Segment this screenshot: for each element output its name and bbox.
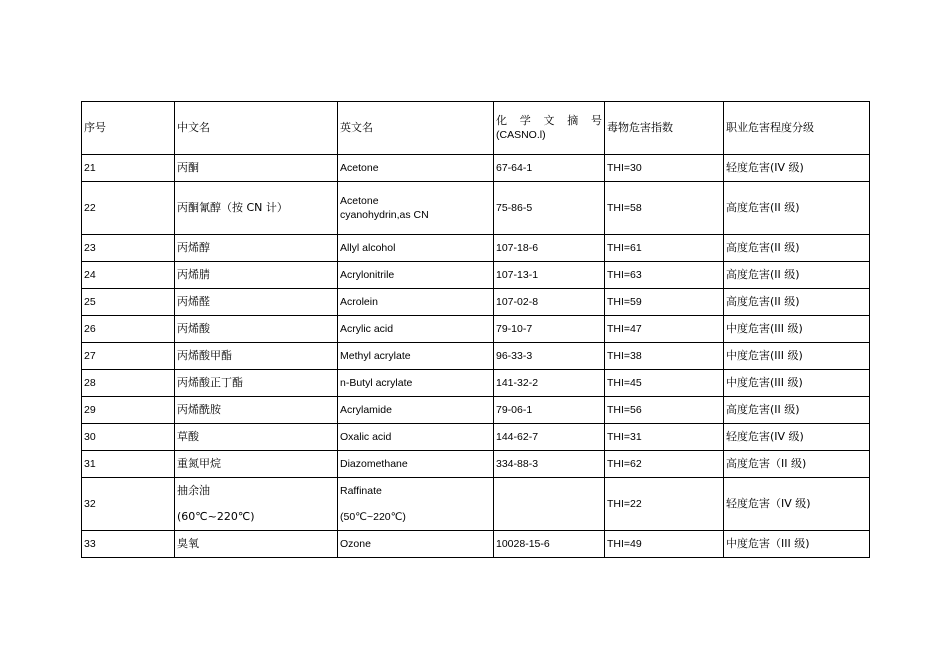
table-row — [82, 343, 870, 370]
cell-no: 32 — [82, 478, 175, 531]
table-row — [82, 155, 870, 182]
cell-en-name: Ozone — [338, 531, 494, 558]
cell-thi: THI=30 — [605, 155, 724, 182]
header-en-name: 英文名 — [338, 102, 494, 155]
cell-cas: 75-86-5 — [494, 182, 605, 235]
cell-cn-name: 丙酮 — [175, 155, 338, 182]
cell-thi: THI=62 — [605, 451, 724, 478]
cell-en-name: Diazomethane — [338, 451, 494, 478]
cell-en-name: Acetone — [338, 155, 494, 182]
cell-cas: 96-33-3 — [494, 343, 605, 370]
cell-level: 中度危害（III 级) — [724, 531, 870, 558]
cell-cn-name: 丙烯醇 — [175, 235, 338, 262]
table-header-row — [82, 102, 870, 155]
cell-thi: THI=56 — [605, 397, 724, 424]
cell-cas — [494, 478, 605, 531]
cell-thi: THI=38 — [605, 343, 724, 370]
toxicity-table — [81, 101, 870, 558]
cell-level: 高度危害(II 级) — [724, 182, 870, 235]
cell-cn-name: 丙烯酸 — [175, 316, 338, 343]
cell-level: 轻度危害(IV 级) — [724, 424, 870, 451]
table-row — [82, 262, 870, 289]
cell-cas: 144-62-7 — [494, 424, 605, 451]
header-cas-char: 号 — [591, 114, 602, 127]
cell-no: 30 — [82, 424, 175, 451]
cell-en-name-line1: Acetone — [340, 195, 379, 207]
cell-cas: 79-06-1 — [494, 397, 605, 424]
cell-thi: THI=59 — [605, 289, 724, 316]
cell-cas: 67-64-1 — [494, 155, 605, 182]
cell-cn-name: 重氮甲烷 — [175, 451, 338, 478]
cell-no: 31 — [82, 451, 175, 478]
cell-thi: THI=63 — [605, 262, 724, 289]
cell-thi: THI=47 — [605, 316, 724, 343]
cell-no: 26 — [82, 316, 175, 343]
cell-en-name: Acrolein — [338, 289, 494, 316]
cell-no: 33 — [82, 531, 175, 558]
cell-en-name-line1: Raffinate — [340, 485, 382, 497]
cell-cn-name: 臭氧 — [175, 531, 338, 558]
table-row — [82, 397, 870, 424]
cell-no: 24 — [82, 262, 175, 289]
cell-cn-name-line2: (60℃~220℃) — [177, 510, 255, 523]
table-row — [82, 451, 870, 478]
header-thi: 毒物危害指数 — [605, 102, 724, 155]
cell-level: 高度危害(II 级) — [724, 262, 870, 289]
cell-cas: 79-10-7 — [494, 316, 605, 343]
cell-thi: THI=58 — [605, 182, 724, 235]
cell-level: 高度危害(II 级) — [724, 397, 870, 424]
cell-cn-name: 丙酮氰醇（按 CN 计） — [175, 182, 338, 235]
cell-cn-name: 草酸 — [175, 424, 338, 451]
table-row — [82, 316, 870, 343]
cell-level: 高度危害(II 级) — [724, 289, 870, 316]
cell-cn-name-line1: 抽余油 — [177, 484, 210, 497]
cell-level: 中度危害(III 级) — [724, 370, 870, 397]
cell-en-name-line2: cyanohydrin,as CN — [340, 209, 429, 221]
table-row — [82, 531, 870, 558]
cell-en-name: Allyl alcohol — [338, 235, 494, 262]
cell-no: 22 — [82, 182, 175, 235]
cell-no: 23 — [82, 235, 175, 262]
cell-level: 高度危害（II 级) — [724, 451, 870, 478]
cell-cas: 334-88-3 — [494, 451, 605, 478]
cell-thi: THI=61 — [605, 235, 724, 262]
cell-cas: 107-13-1 — [494, 262, 605, 289]
table-row — [82, 478, 870, 531]
cell-cas: 141-32-2 — [494, 370, 605, 397]
cell-no: 29 — [82, 397, 175, 424]
cell-cn-name: 丙烯酸甲酯 — [175, 343, 338, 370]
header-level: 职业危害程度分级 — [724, 102, 870, 155]
cell-en-name: Acrylonitrile — [338, 262, 494, 289]
header-no: 序号 — [82, 102, 175, 155]
cell-no: 21 — [82, 155, 175, 182]
cell-level: 高度危害(II 级) — [724, 235, 870, 262]
cell-thi: THI=31 — [605, 424, 724, 451]
header-cas-char: 摘 — [567, 114, 579, 127]
cell-level: 轻度危害(IV 级) — [724, 155, 870, 182]
table-row — [82, 424, 870, 451]
header-cas-char: 文 — [543, 114, 555, 127]
cell-cn-name: 丙烯腈 — [175, 262, 338, 289]
table-row — [82, 289, 870, 316]
cell-en-name-line2: (50℃~220℃) — [340, 511, 406, 523]
header-cas-suffix: (CASNO.l) — [496, 129, 546, 141]
header-cas-char: 学 — [519, 114, 531, 127]
cell-cn-name: 丙烯酸正丁酯 — [175, 370, 338, 397]
cell-cas: 107-02-8 — [494, 289, 605, 316]
table-row — [82, 235, 870, 262]
header-cas-char: 化 — [496, 114, 507, 127]
cell-thi: THI=49 — [605, 531, 724, 558]
cell-level: 轻度危害（IV 级) — [724, 478, 870, 531]
cell-no: 25 — [82, 289, 175, 316]
header-cn-name: 中文名 — [175, 102, 338, 155]
cell-cn-name: 丙烯醛 — [175, 289, 338, 316]
cell-en-name — [338, 478, 494, 531]
cell-level: 中度危害(III 级) — [724, 343, 870, 370]
cell-en-name: Acrylic acid — [338, 316, 494, 343]
cell-cn-name — [175, 478, 338, 531]
cell-cn-name: 丙烯酰胺 — [175, 397, 338, 424]
cell-thi: THI=22 — [605, 478, 724, 531]
cell-no: 27 — [82, 343, 175, 370]
cell-thi: THI=45 — [605, 370, 724, 397]
cell-en-name: Oxalic acid — [338, 424, 494, 451]
cell-cas: 107-18-6 — [494, 235, 605, 262]
cell-en-name — [338, 182, 494, 235]
cell-no: 28 — [82, 370, 175, 397]
cell-level: 中度危害(III 级) — [724, 316, 870, 343]
table-row — [82, 370, 870, 397]
header-cas — [494, 102, 605, 155]
cell-en-name: Acrylamide — [338, 397, 494, 424]
table-row — [82, 182, 870, 235]
cell-en-name: Methyl acrylate — [338, 343, 494, 370]
cell-cas: 10028-15-6 — [494, 531, 605, 558]
cell-en-name: n-Butyl acrylate — [338, 370, 494, 397]
